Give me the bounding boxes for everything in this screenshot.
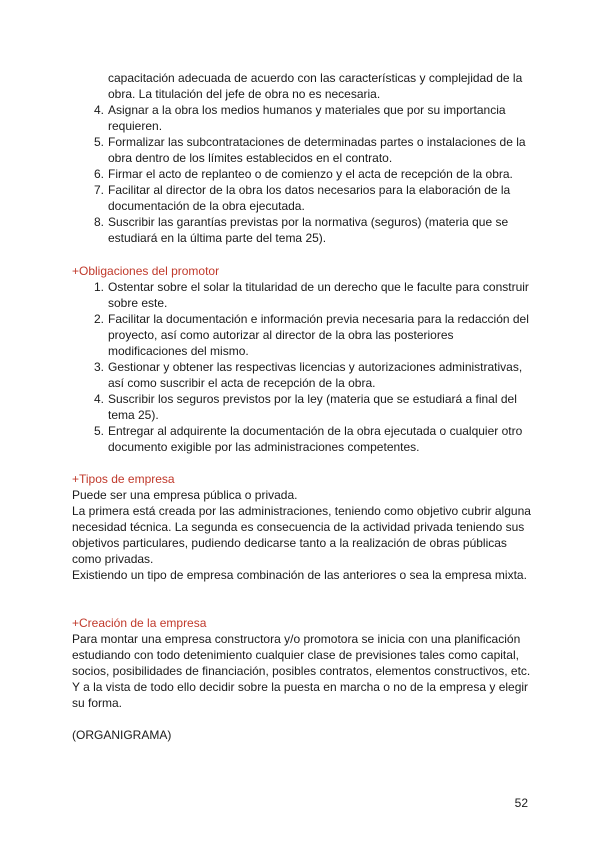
list-item: 3. Gestionar y obtener las respectivas licencias y autorizaciones administrativas, así como suscribir el acta de recepción de la obra. — [93, 360, 523, 390]
section-heading: +Obligaciones del promotor — [72, 264, 220, 278]
list-item: 4. Asignar a la obra los medios humanos y materiales que por su importancia requieren. — [93, 103, 506, 133]
paragraph: La primera está creada por las administraciones, teniendo como objetivo cubrir alguna necesidad técnica. La segunda es consecuencia de la actividad privada teniendo sus objetivos particulares, pudiendo dedicarse tanto a la realización de obras públicas como privadas. — [72, 504, 531, 566]
list-item: 6. Firmar el acto de replanteo o de comienzo y el acta de recepción de la obra. — [93, 167, 513, 181]
paragraph: Existiendo un tipo de empresa combinación de las anteriores o sea la empresa mixta. — [72, 568, 527, 582]
list-item: 4. Suscribir los seguros previstos por la ley (materia que se estudiará a final del tema 25). — [93, 392, 517, 422]
section-heading: +Creación de la empresa — [72, 616, 207, 630]
list-item: 2. Facilitar la documentación e información previa necesaria para la redacción del proyecto, así como autorizar al director de la obra las posteriores modificaciones del mismo. — [93, 312, 529, 358]
section-heading: +Tipos de empresa — [72, 472, 175, 486]
contractor-obligations-list — [72, 102, 532, 246]
promotor-section — [72, 263, 532, 455]
paragraph: Para montar una empresa constructora y/o promotora se inicia con una planificación estudiando con todo detenimiento cualquier clase de previsiones tales como capital, socios, posibilidades de financiación, posibles contratos, elementos constructivos, etc. Y a la vista de todo ello decidir sobre la puesta en marcha o no de la empresa y elegir su forma. — [72, 632, 531, 710]
promotor-obligations-list — [72, 279, 532, 455]
list-item-continuation: capacitación adecuada de acuerdo con las características y complejidad de la obra. La titulación del jefe de obra no es necesaria. — [108, 71, 523, 101]
list-item: 5. Entregar al adquirente la documentación de la obra ejecutada o cualquier otro documento exigible por las administraciones competentes. — [93, 424, 523, 454]
list-item: 5. Formalizar las subcontrataciones de determinadas partes o instalaciones de la obra dentro de los límites establecidos en el contrato. — [93, 135, 526, 165]
page-number: 52 — [514, 796, 528, 810]
list-item: 8. Suscribir las garantías previstas por la normativa (seguros) (materia que se estudiará en la última parte del tema 25). — [93, 215, 509, 245]
continued-list — [72, 70, 532, 246]
tipos-section — [72, 471, 532, 583]
list-item: 7. Facilitar al director de la obra los datos necesarios para la elaboración de la documentación de la obra ejecutada. — [93, 183, 511, 213]
organigrama-placeholder: (ORGANIGRAMA) — [72, 728, 172, 742]
creacion-section — [72, 615, 532, 711]
list-item: 1. Ostentar sobre el solar la titularidad de un derecho que le faculte para construir sobre este. — [93, 280, 529, 310]
paragraph: Puede ser una empresa pública o privada. — [72, 488, 298, 502]
